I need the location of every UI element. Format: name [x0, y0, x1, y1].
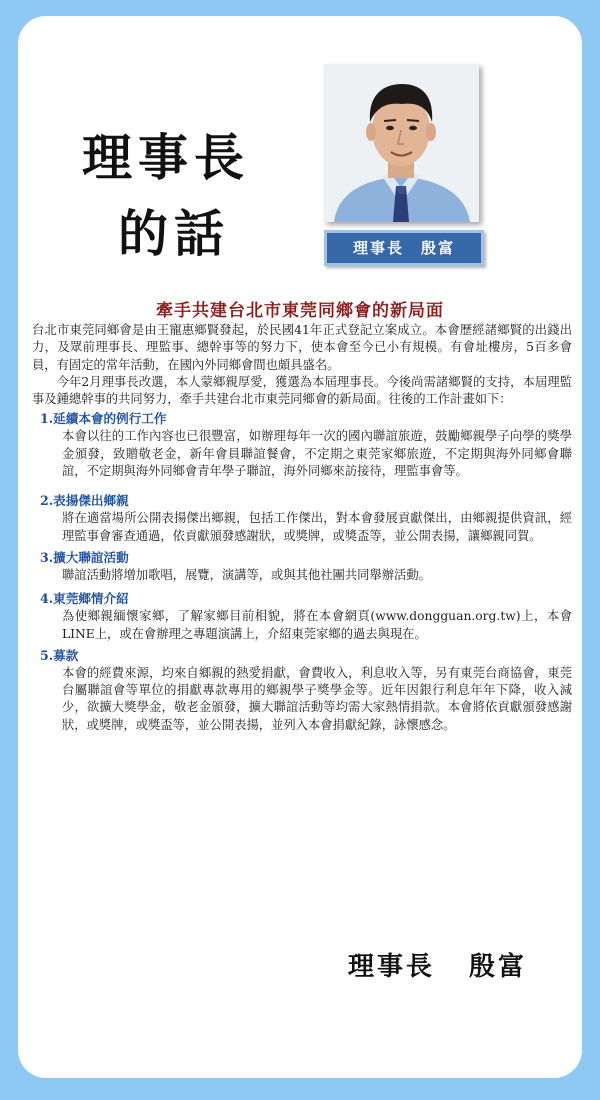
- section-text: 本會的經費來源，均來自鄉親的熱愛捐獻，會費收入，利息收入等，另有東莞台商協會，東莞台屬聯誼會等單位的捐獻專款專用的鄉親學子獎學金等。近年因銀行利息年年下降，收入減少，欲擴大獎學金，敬老金頒發，擴大聯誼活動等均需大家熱情捐款。本會將依貢獻頒發感謝狀，或獎牌，或獎盃等，並公開表揚，並列入本會捐獻紀錄，詠懷感念。: [62, 665, 572, 732]
- section-title: 5.募款: [40, 647, 79, 663]
- signature: [348, 946, 527, 983]
- section-3: [32, 549, 572, 584]
- signature-name: 殷富: [469, 952, 528, 982]
- intro-paragraph-2: 今年2月理事長改選，本人蒙鄉親厚愛，獲選為本屆理事長。今後尚需諸鄉賢的支持，本屆理監事及鍾總幹事的共同努力，牽手共建台北市東莞同鄉會的新局面。往後的工作計畫如下：: [32, 374, 572, 407]
- page-card: [18, 16, 582, 1078]
- section-text: 聯誼活動將增加歌唱，展覽，演講等，或與其他社團共同舉辦活動。: [62, 567, 431, 582]
- section-text: 本會以往的工作內容也已很豐富，如辦理每年一次的國內聯誼旅遊，鼓勵鄉親學子向學的獎學金頒發，致贈敬老金，新年會員聯誼餐會，不定期之東莞家鄉旅遊，不定期與海外同鄉會聯誼，不定期與海外同鄉會青年學子聯誼，海外同鄉來訪接待，理監事會等。: [62, 429, 572, 479]
- section-4: [32, 590, 572, 643]
- page-title-line2: 的話: [118, 204, 230, 263]
- section-text: 為使鄉親緬懷家鄉，了解家鄉目前相貌，將在本會網頁(www.dongguan.org.tw)上，本會LINE上，或在會辦理之專題演講上，介紹東莞家鄉的過去與現在。: [62, 609, 572, 641]
- photo-caption: 理事長 殷富: [324, 230, 484, 266]
- section-text: 將在適當場所公開表揚傑出鄉親，包括工作傑出，對本會發展貢獻傑出，由鄉親提供資訊，經理監事會審查通過，依貢獻頒發感謝狀，或獎牌，或獎盃等，並公開表揚，讓鄉親同賀。: [62, 511, 572, 543]
- section-2: [32, 492, 572, 545]
- section-title: 1.延續本會的例行工作: [40, 411, 167, 427]
- section-1: [32, 410, 572, 480]
- subtitle-heading: 牽手共建台北市東莞同鄉會的新局面: [156, 301, 444, 321]
- section-5: [32, 647, 572, 734]
- intro-paragraph-1: 台北市東莞同鄉會是由王寵惠鄉賢發起，於民國41年正式登記立案成立。本會歷經諸鄉賢的出錢出力，及眾前理事長、理監事、總幹事等的努力下，使本會至今已小有規模。有會址樓房，5百多會員，有固定的常年活動，在國內外同鄉會間也頗具盛名。: [32, 323, 572, 372]
- signature-role: 理事長: [348, 952, 436, 982]
- portrait-image: [324, 64, 479, 222]
- page-title-line1: 理事長: [82, 128, 250, 187]
- chairman-photo: [324, 64, 479, 222]
- message-body: [32, 322, 572, 734]
- section-title: 4.東莞鄉情介紹: [40, 591, 129, 607]
- section-title: 2.表揚傑出鄉親: [40, 493, 129, 509]
- section-title: 3.擴大聯誼活動: [40, 549, 129, 565]
